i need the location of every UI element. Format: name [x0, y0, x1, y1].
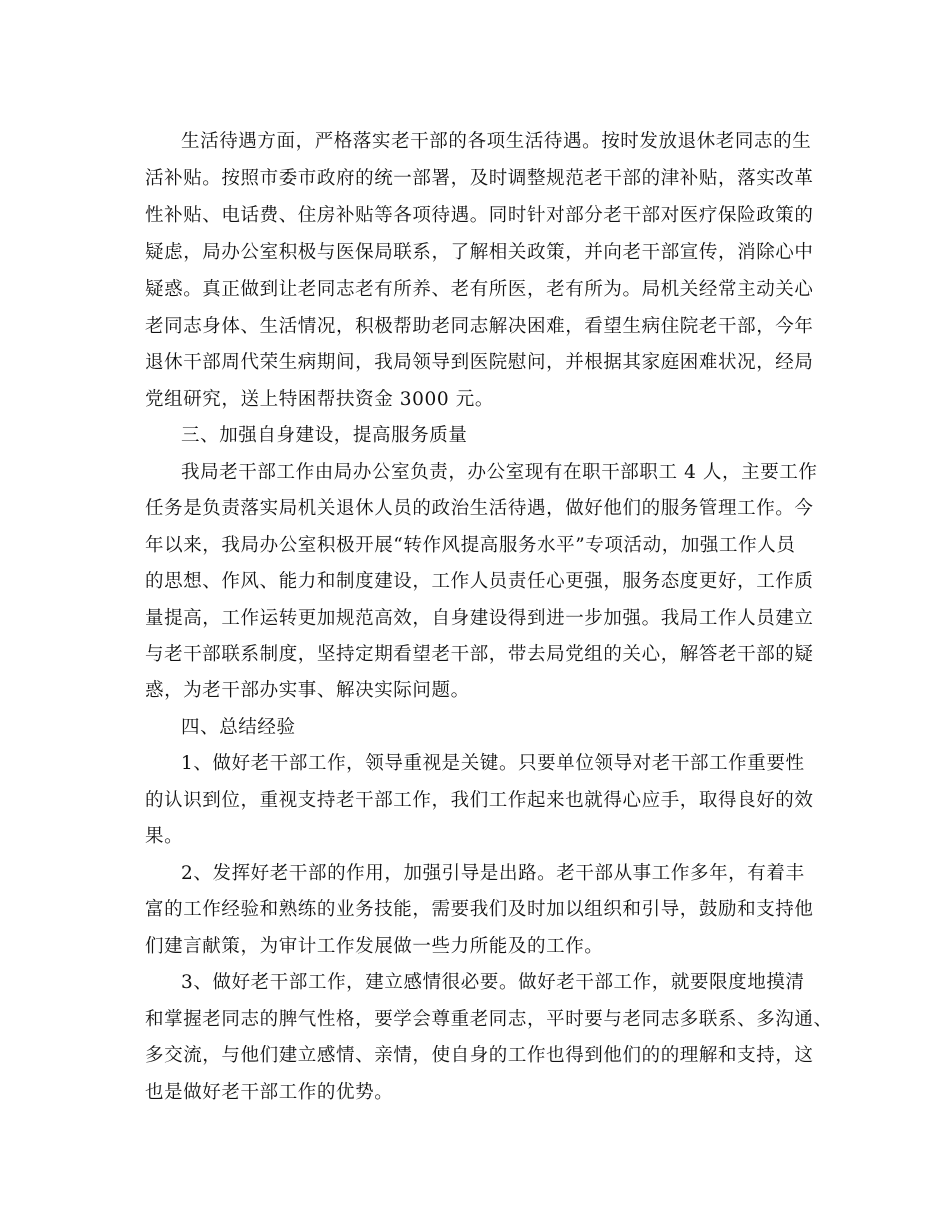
- text-line: 量提高，工作运转更加规范高效，自身建设得到进一步加强。我局工作人员建立: [145, 608, 814, 629]
- text-line: 们建言献策，为审计工作发展做一些力所能及的工作。: [145, 936, 604, 957]
- text-line: 2、发挥好老干部的作用，加强引导是出路。老干部从事工作多年，有着丰: [181, 863, 805, 884]
- text-line: 果。: [145, 826, 184, 847]
- text-line: 老同志身体、生活情况，积极帮助老同志解决困难，看望生病住院老干部，今年: [145, 316, 814, 337]
- text-line: 疑惑。真正做到让老同志老有所养、老有所医，老有所为。局机关经常主动关心: [145, 279, 814, 300]
- text-line: 生活待遇方面，严格落实老干部的各项生活待遇。按时发放退休老同志的生: [181, 131, 812, 152]
- text-line: 党组研究，送上特困帮扶资金 3000 元。: [145, 389, 494, 410]
- text-line: 活补贴。按照市委市政府的统一部署，及时调整规范老干部的津补贴，落实改革: [145, 168, 814, 189]
- text-line: 多交流，与他们建立感情、亲情，使自身的工作也得到他们的的理解和支持，这: [145, 1045, 814, 1066]
- text-line: 惑，为老干部办实事、解决实际问题。: [145, 680, 470, 701]
- section-heading: 三、加强自身建设，提高服务质量: [181, 425, 468, 446]
- text-line: 的认识到位，重视支持老干部工作，我们工作起来也就得心应手，取得良好的效: [145, 790, 814, 811]
- text-line: 退休干部周代荣生病期间，我局领导到医院慰问，并根据其家庭困难状况，经局: [145, 352, 814, 373]
- text-line: 的思想、作风、能力和制度建设，工作人员责任心更强，服务态度更好，工作质: [145, 571, 814, 592]
- text-line: 富的工作经验和熟练的业务技能，需要我们及时加以组织和引导，鼓励和支持他: [145, 899, 814, 920]
- text-line: 疑虑，局办公室积极与医保局联系，了解相关政策，并向老干部宣传，消除心中: [145, 242, 814, 263]
- text-line: 我局老干部工作由局办公室负责，办公室现有在职干部职工 4 人，主要工作: [181, 462, 818, 483]
- text-line: 与老干部联系制度，坚持定期看望老干部，带去局党组的关心，解答老干部的疑: [145, 644, 814, 665]
- text-line: 也是做好老干部工作的优势。: [145, 1082, 394, 1103]
- text-line: 1、做好老干部工作，领导重视是关键。只要单位领导对老干部工作重要性: [181, 753, 805, 774]
- section-heading: 四、总结经验: [181, 717, 296, 738]
- text-line: 年以来，我局办公室积极开展“转作风提高服务水平”专项活动，加强工作人员: [145, 535, 796, 556]
- text-line: 任务是负责落实局机关退休人员的政治生活待遇，做好他们的服务管理工作。今: [145, 498, 814, 519]
- text-line: 性补贴、电话费、住房补贴等各项待遇。同时针对部分老干部对医疗保险政策的: [145, 205, 814, 226]
- text-line: 3、做好老干部工作，建立感情很必要。做好老干部工作，就要限度地摸清: [181, 972, 805, 993]
- text-line: 和掌握老同志的脾气性格，要学会尊重老同志，平时要与老同志多联系、多沟通、: [145, 1009, 833, 1030]
